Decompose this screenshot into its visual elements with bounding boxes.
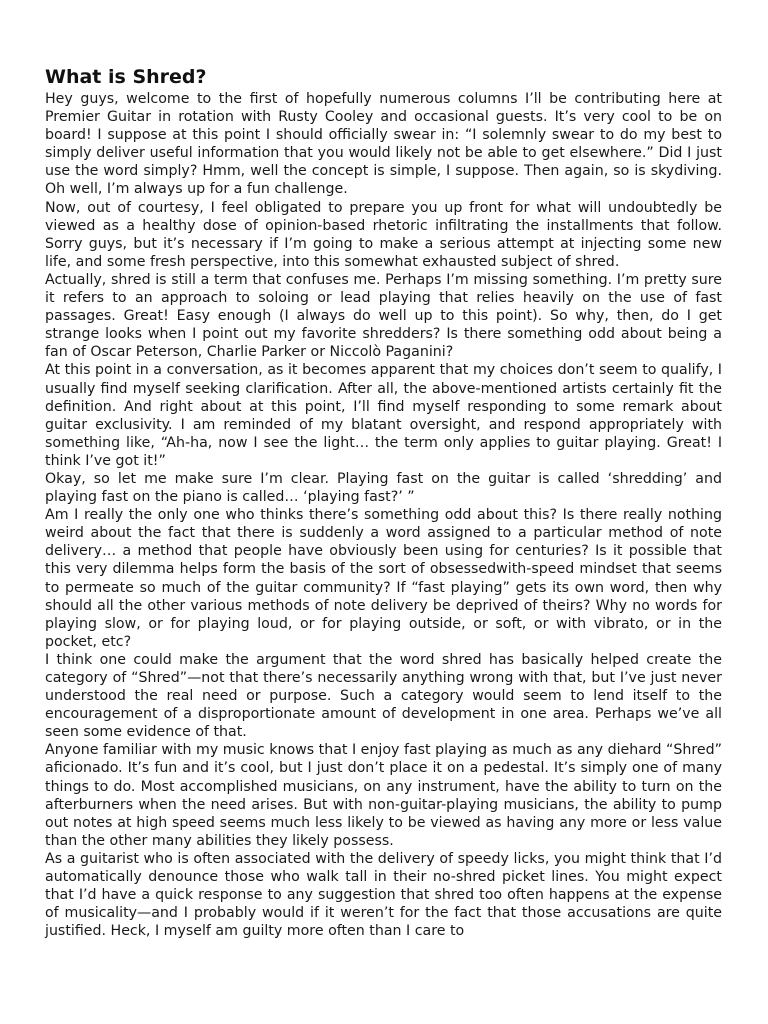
paragraph-guitarist: As a guitarist who is often associated with the delivery of speedy licks, you might think that I’d automatically denounce those who walk tall in their no-shred picket lines. You might expect that I’d have a quick response to any suggestion that shred too often happens at the expense of musicality—and I probably would if it weren’t for the fact that those accusations are quite justified. Heck, I myself am guilty more often than I care to	[45, 850, 722, 940]
paragraph-clarification: At this point in a conversation, as it becomes apparent that my choices don’t seem to qualify, I usually find myself seeking clarification. After all, the above-mentioned artists certainly fit the definition. And right about at this point, I’ll find myself responding to some remark about guitar exclusivity. I am reminded of my blatant oversight, and respond appropriately with something like, “Ah-ha, now I see the light… the term only applies to guitar playing. Great! I think I’ve got it!”	[45, 362, 722, 469]
paragraph-courtesy: Now, out of courtesy, I feel obligated to prepare you up front for what will undoubtedly be viewed as a healthy dose of opinion-based rhetoric infiltrating the installments that follow. Sorry guys, but it’s necessary if I’m going to make a serious attempt at injecting some new life, and some fresh perspective, into this somewhat exhausted subject of shred.	[45, 199, 722, 270]
paragraph-definition: Actually, shred is still a term that confuses me. Perhaps I’m missing something. I’m pretty sure it refers to an approach to soloing or lead playing that relies heavily on the use of fast passages. Great! Easy enough (I always do well up to this point). So why, then, do I get strange looks when I point out my favorite shredders? Is there something odd about being a fan of Oscar Peterson, Charlie Parker or Niccolò Paganini?	[45, 271, 722, 361]
paragraph-clear: Okay, so let me make sure I’m clear. Playing fast on the guitar is called ‘shredding’ and playing fast on the piano is called… ‘playing fast?’ ”	[45, 470, 722, 506]
paragraph-category: I think one could make the argument that the word shred has basically helped create the category of “Shred”—not that there’s necessarily anything wrong with that, but I’ve just never understood the real need or purpose. Such a category would seem to lend itself to the encouragement of a disproportionate amount of development in one area. Perhaps we’ve all seen some evidence of that.	[45, 651, 722, 741]
paragraph-odd: Am I really the only one who thinks there’s something odd about this? Is there really nothing weird about the fact that there is suddenly a word assigned to a particular method of note delivery… a method that people have obviously been using for centuries? Is it possible that this very dilemma helps form the basis of the sort of obsessedwith-speed mindset that seems to permeate so much of the guitar community? If “fast playing” gets its own word, then why should all the other various methods of note delivery be deprived of theirs? Why no words for playing slow, or for playing loud, or for playing outside, or soft, or with vibrato, or in the pocket, etc?	[45, 507, 722, 650]
paragraph-familiar: Anyone familiar with my music knows that I enjoy fast playing as much as any diehard “Shred” aficionado. It’s fun and it’s cool, but I just don’t place it on a pedestal. It’s simply one of many things to do. Most accomplished musicians, on any instrument, have the ability to turn on the afterburners when the need arises. But with non-guitar-playing musicians, the ability to pump out notes at high speed seems much less likely to be viewed as having any more or less value than the other many abilities they likely possess.	[45, 742, 722, 849]
article	[45, 64, 722, 940]
paragraph-welcome: Hey guys, welcome to the first of hopefully numerous columns I’ll be contributing here at Premier Guitar in rotation with Rusty Cooley and occasional guests. It’s very cool to be on board! I suppose at this point I should officially swear in: “I solemnly swear to do my best to simply deliver useful information that you would likely not be able to get elsewhere.” Did I just use the word simply? Hmm, well the concept is simple, I suppose. Then again, so is skydiving. Oh well, I’m always up for a fun challenge.	[45, 91, 722, 198]
article-title: What is Shred?	[45, 66, 207, 88]
